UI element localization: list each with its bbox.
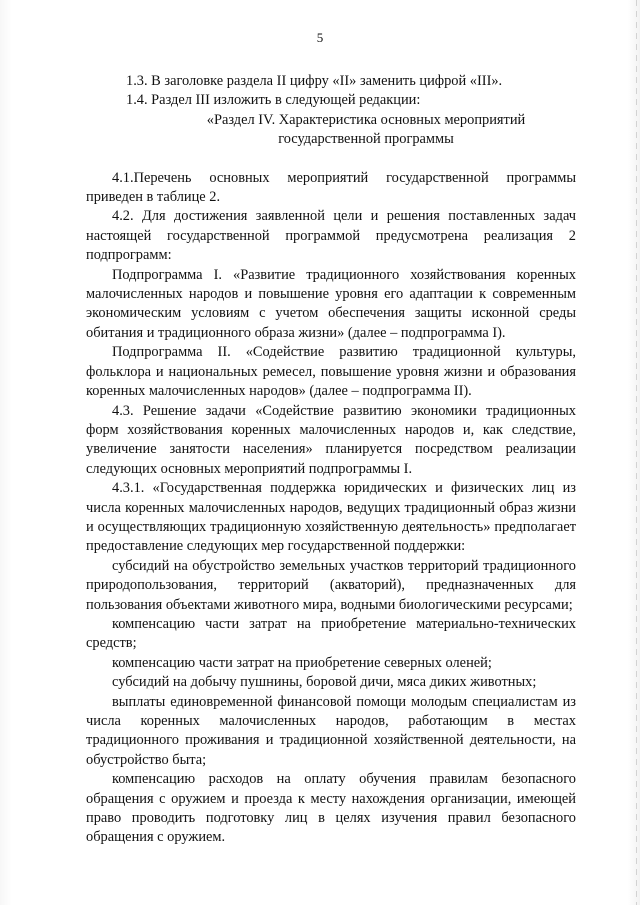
- document-body: [86, 72, 576, 848]
- paragraph-4-3: 4.3. Решение задачи «Содействие развитию экономики традиционных форм хозяйствования коренных малочисленных народов и, как следствие, увеличение занятости населения» планируется посредством реализации следующих основных мероприятий подпрограммы I.: [86, 402, 576, 477]
- list-item-payments-specialists: выплаты единовременной финансовой помощи молодым специалистам из числа коренных малочисленных народов, работающим в местах традиционного проживания и традиционной хозяйственной деятельности, на обустройство быта;: [86, 693, 576, 768]
- list-item-compensation-equipment: компенсацию части затрат на приобретение материально-технических средств;: [86, 615, 576, 652]
- section-heading: «Раздел IV. Характеристика основных мероприятий государственной программы: [206, 111, 526, 148]
- paragraph-4-2: 4.2. Для достижения заявленной цели и решения поставленных задач настоящей государственной программой предусмотрена реализация 2 подпрограмм:: [86, 208, 576, 264]
- list-item-subsidies-furs: субсидий на добычу пушнины, боровой дичи, мяса диких животных;: [112, 674, 537, 691]
- paragraph-4-3-1: 4.3.1. «Государственная поддержка юридических и физических лиц из числа коренных малочисленных народов, ведущих традиционный образ жизни и осуществляющих традиционную хозяйственную деятельность» предполагает предоставление следующих мер государственной поддержки:: [86, 480, 576, 555]
- paragraph-1-4: 1.4. Раздел III изложить в следующей редакции:: [126, 92, 421, 109]
- list-item-compensation-training: компенсацию расходов на оплату обучения правилам безопасного обращения с оружием и проезда к месту нахождения организации, имеющей право проводить подготовку лиц в целях изучения правил безопасного обращения с оружием.: [86, 771, 576, 846]
- paragraph-subprogram-1: Подпрограмма I. «Развитие традиционного хозяйствования коренных малочисленных народов и повышение уровня его адаптации к современным экономическим условиям с учетом обеспечения защиты исконной среды обитания и традиционного образа жизни» (далее – подпрограмма I).: [86, 266, 576, 341]
- spacer: [86, 150, 576, 169]
- paragraph-subprogram-2: Подпрограмма II. «Содействие развитию традиционной культуры, фольклора и национальных ремесел, повышение уровня жизни и образования коренных малочисленных народов» (далее – подпрограмма II).: [86, 344, 576, 400]
- scan-edge: [636, 0, 637, 905]
- list-item-compensation-reindeer: компенсацию части затрат на приобретение северных оленей;: [112, 654, 492, 671]
- page-number: 5: [316, 30, 324, 45]
- paragraph-4-1: 4.1.Перечень основных мероприятий государственной программы приведен в таблице 2.: [86, 169, 576, 206]
- list-item-subsidies-land: субсидий на обустройство земельных участков территорий традиционного природопользования, территорий (акваторий), предназначенных для пользования объектами животного мира, водными биологическими ресурсами;: [86, 557, 576, 613]
- paragraph-1-3: 1.3. В заголовке раздела II цифру «II» заменить цифрой «III».: [126, 73, 503, 89]
